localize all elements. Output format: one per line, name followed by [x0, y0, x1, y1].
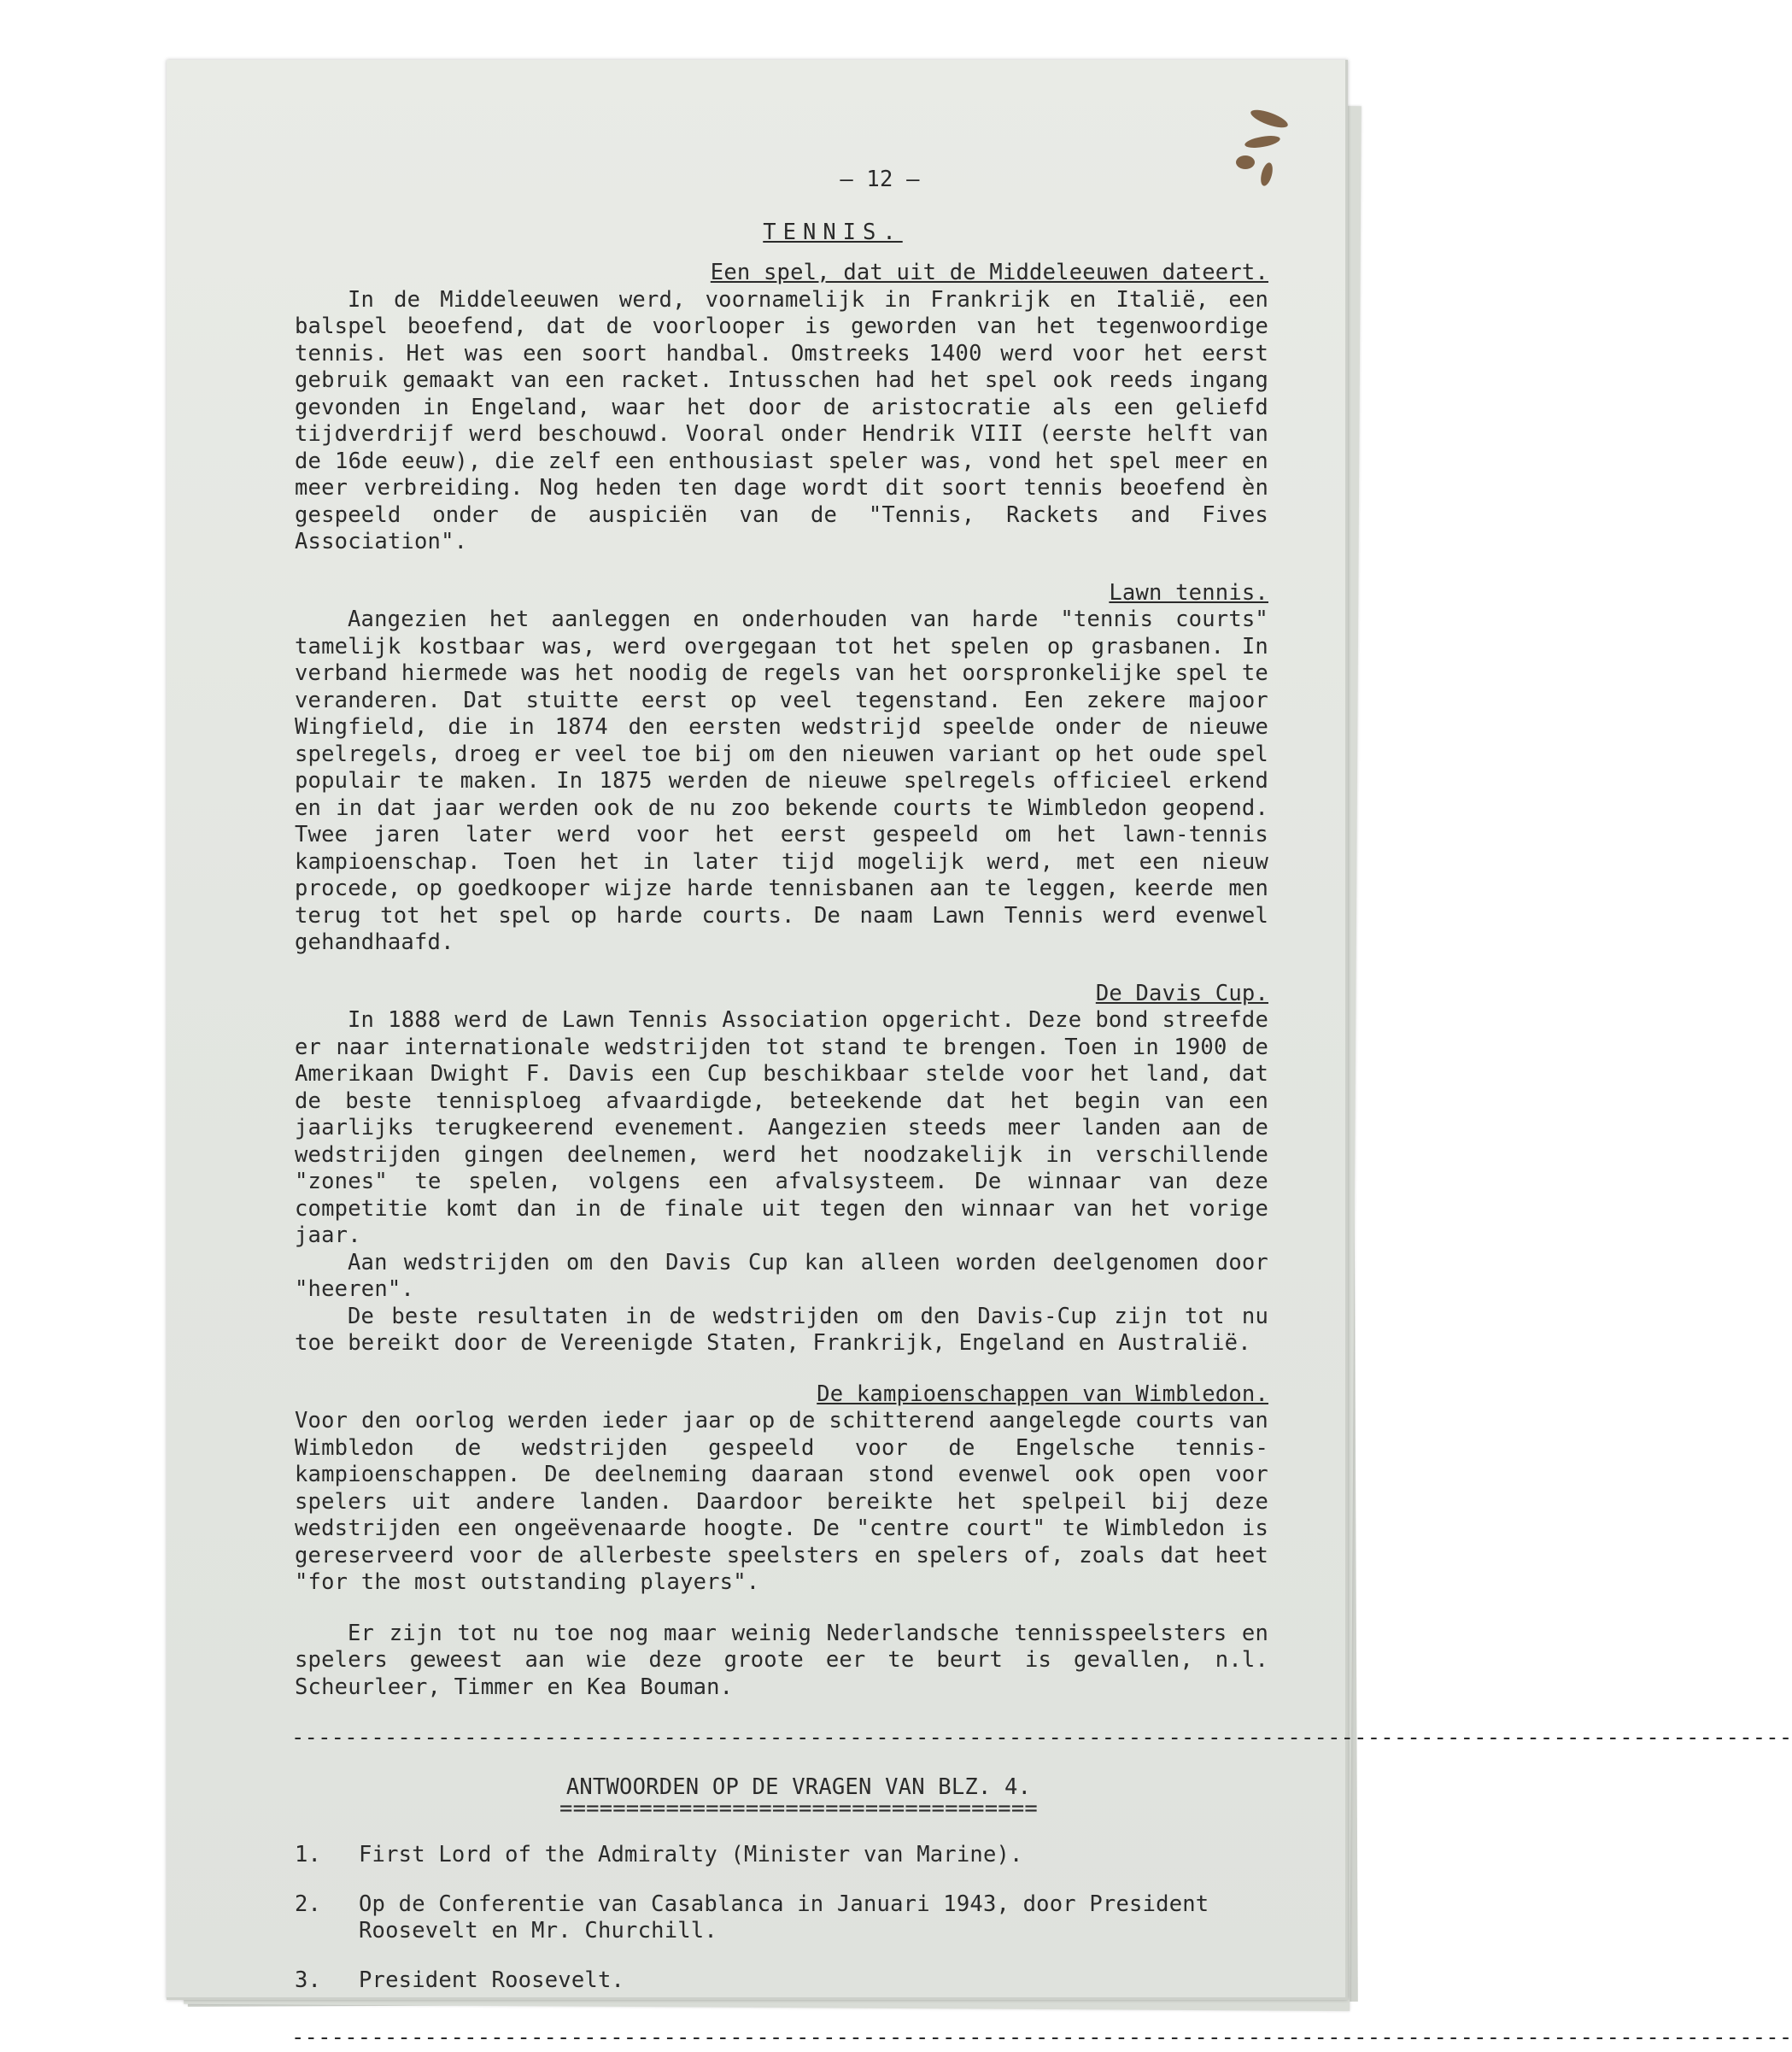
rust-stain: [1249, 107, 1290, 132]
answer-number: 1.: [295, 1842, 322, 1867]
answer-item: [295, 1891, 1268, 1945]
page-number: — 12 —: [840, 167, 920, 192]
answer-text: President Roosevelt.: [359, 1967, 625, 1993]
paragraph: Er zijn tot nu toe nog maar weinig Nederlandsche tennisspeelsters en spelers geweest aan wie deze groote eer te beurt is gevallen, n.l. Scheurleer, Timmer en Kea Bouman.: [295, 1620, 1268, 1700]
dashed-divider: -----------------------------------------------------------------------------------------------------------------: [291, 1725, 1792, 1750]
paragraph: In de Middeleeuwen werd, voornamelijk in Frankrijk en Italië, een balspel beoefend, dat de voorlooper is geworden van het tegenwoordige tennis. Het was een soort handbal. Omstreeks 1400 werd voor het eerst gebruik gemaakt van een racket. Intusschen had het spel ook reeds ingang gevonden in Engeland, waar het door de aristocratie als een geliefd tijdverdrijf werd beschouwd. Vooral onder Hendrik VIII (eerste helft van de 16de eeuw), die zelf een enthousiast speler was, vond het spel meer en meer verbreiding. Nog heden ten dage wordt dit soort tennis beoefend èn gespeeld onder de auspiciën van de "Tennis, Rackets and Fives Association".: [295, 286, 1268, 554]
typewritten-page: [167, 60, 1792, 2050]
rust-stain: [1244, 133, 1280, 150]
answers-title: ANTWOORDEN OP DE VRAGEN VAN BLZ. 4.: [565, 1774, 1032, 1800]
section-heading: De Davis Cup.: [1095, 980, 1268, 1006]
paragraph: De beste resultaten in de wedstrijden om den Davis-Cup zijn tot nu toe bereikt door de Vereenigde Staten, Frankrijk, Engeland en Australië.: [295, 1303, 1268, 1356]
section-heading: De kampioenschappen van Wimbledon.: [817, 1381, 1268, 1407]
answer-text: Op de Conferentie van Casablanca in Januari 1943, door President Roosevelt en Mr. Churchill.: [359, 1891, 1209, 1944]
section-heading: Een spel, dat uit de Middeleeuwen dateert.: [710, 260, 1268, 285]
answer-text: First Lord of the Admiralty (Minister van Marine).: [359, 1842, 1023, 1867]
answers-title-underline: ====================================: [559, 1796, 1038, 1821]
paragraph: In 1888 werd de Lawn Tennis Association opgericht. Deze bond streefde er naar internationale wedstrijden tot stand te brengen. Toen in 1900 de Amerikaan Dwight F. Davis een Cup beschikbaar stelde voor het land, dat de beste tennisploeg afvaardigde, beteekende dat het begin van een jaarlijks terugkeerend evenement. Aangezien steeds meer landen aan de wedstrijden gingen deelnemen, werd het noodzakelijk in verschillende "zones" te spelen, volgens een afvalsysteem. De winnaar van deze competitie komt dan in de finale uit tegen den winnaar van het vorige jaar.: [295, 1007, 1268, 1248]
answer-number: 3.: [295, 1967, 322, 1993]
paragraph: Aangezien het aanleggen en onderhouden van harde "tennis courts" tamelijk kostbaar was, werd overgegaan tot het spelen op grasbanen. In verband hiermede was het noodig de regels van het oorspronkelijke spel te veranderen. Dat stuitte eerst op veel tegenstand. Een zekere majoor Wingfield, die in 1874 den eersten wedstrijd speelde onder de nieuwe spelregels, droeg er veel toe bij om den nieuwen variant op het oude spel populair te maken. In 1875 werden de nieuwe spelregels officieel erkend en in dat jaar werden ook de nu zoo bekende courts te Wimbledon geopend. Twee jaren later werd voor het eerst gespeeld om het lawn-tennis kampioenschap. Toen het in later tijd mogelijk werd, met een nieuw procede, op goedkooper wijze harde tennisbanen aan te leggen, keerde men terug tot het spel op harde courts. De naam Lawn Tennis werd evenwel gehandhaafd.: [295, 607, 1268, 955]
paragraph: Voor den oorlog werden ieder jaar op de schitterend aangelegde courts van Wimbledon de wedstrijden gespeeld voor de Engelsche tennis-kampioenschappen. De deelneming daaraan stond evenwel ook open voor spelers uit andere landen. Daardoor bereikte het spelpeil bij deze wedstrijden een ongeëvenaarde hoogte. De "centre court" te Wimbledon is gereserveerd voor de allerbeste speelsters en spelers of, zoals dat heet "for the most outstanding players".: [295, 1408, 1268, 1595]
page-title: TENNIS.: [763, 219, 903, 245]
page-content: [291, 167, 1792, 2052]
dashed-divider: -----------------------------------------------------------------------------------------------------------------: [291, 2025, 1792, 2050]
paragraph: Aan wedstrijden om den Davis Cup kan alleen worden deelgenomen door "heeren".: [295, 1249, 1268, 1302]
answer-item: [295, 1842, 1268, 1869]
answer-item: [295, 1967, 1268, 1995]
section-heading: Lawn tennis.: [1109, 579, 1268, 606]
answer-number: 2.: [295, 1891, 322, 1917]
